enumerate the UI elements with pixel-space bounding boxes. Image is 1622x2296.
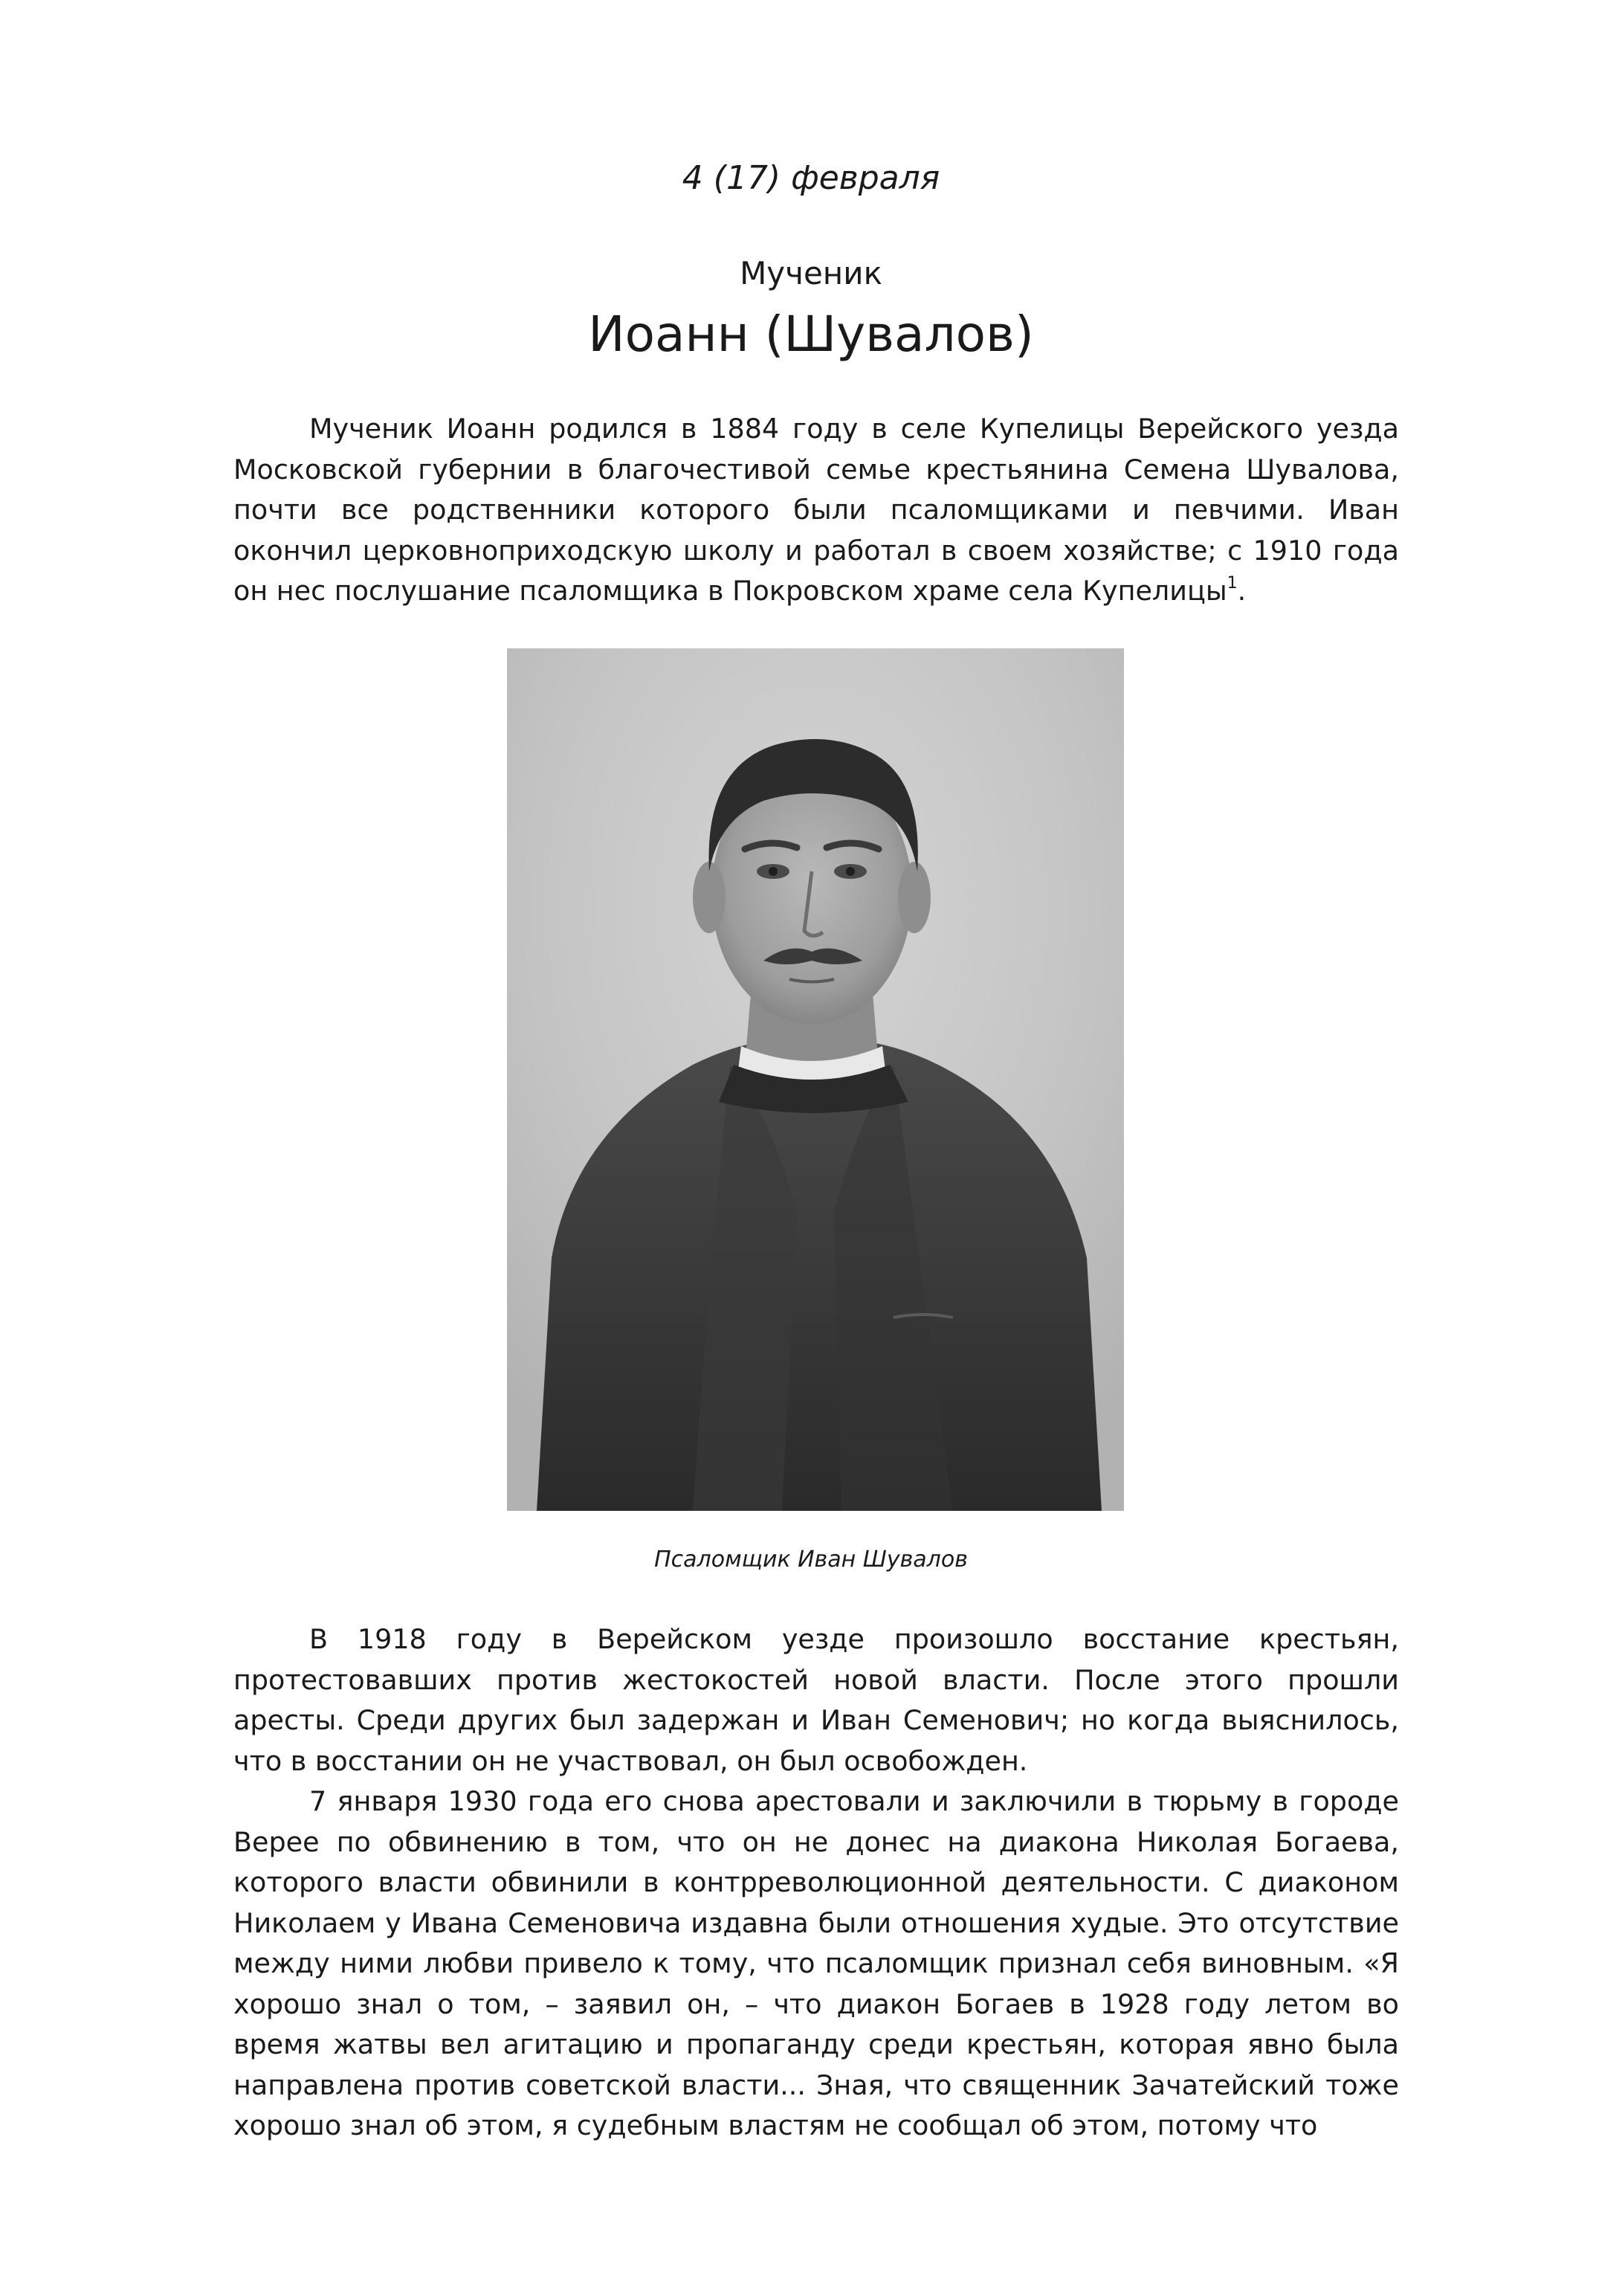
portrait-photo [507, 648, 1124, 1511]
paragraph-2: В 1918 году в Верейском уезде произошло восстание крестьян, протестовавших против жестокостей новой власти. После этого прошли аресты. Среди других был задержан и Иван Семенович; но когда выяснилось, что в восстании он не участвовал, он был освобожден. [233, 1623, 1399, 1777]
biography-body [233, 1619, 1399, 2147]
photo-caption: Псаломщик Иван Шувалов [654, 1547, 968, 1573]
biography-intro [233, 409, 1399, 612]
date-heading: 4 (17) февраля [682, 159, 940, 197]
paragraph-1-end: . [1237, 575, 1247, 607]
page-title: Иоанн (Шувалов) [588, 306, 1034, 363]
paragraph-1 [233, 409, 1399, 612]
portrait-image [507, 648, 1124, 1511]
paragraph-1-text: Мученик Иоанн родился в 1884 году в селе Купелицы Верейского уезда Московской губернии в благочестивой семье крестьянина Семена Шувалова, почти все родственники которого были псаломщиками и певчими. Иван окончил церковноприходскую школу и работал в своем хозяйстве; с 1910 года он нес послушание псаломщика в Покровском храме села Купелицы [233, 413, 1399, 607]
footnote-marker[interactable]: 1 [1227, 574, 1238, 593]
rank-heading: Мученик [740, 255, 882, 291]
paragraph-3: 7 января 1930 года его снова арестовали и заключили в тюрьму в городе Верее по обвинению в том, что он не донес на диакона Николая Богаева, которого власти обвинили в контрреволюционной деятельности. С диаконом Николаем у Ивана Семеновича издавна были отношения худые. Это отсутствие между ними любви привело к тому, что псаломщик признал себя виновным. «Я хорошо знал о том, – заявил он, – что диакон Богаев в 1928 году летом во время жатвы вел агитацию и пропаганду среди крестьян, которая явно была направлена против советской власти... Зная, что священник Зачатейский тоже хорошо знал об этом, я судебным властям не сообщал об этом, потому что [233, 1785, 1399, 2141]
